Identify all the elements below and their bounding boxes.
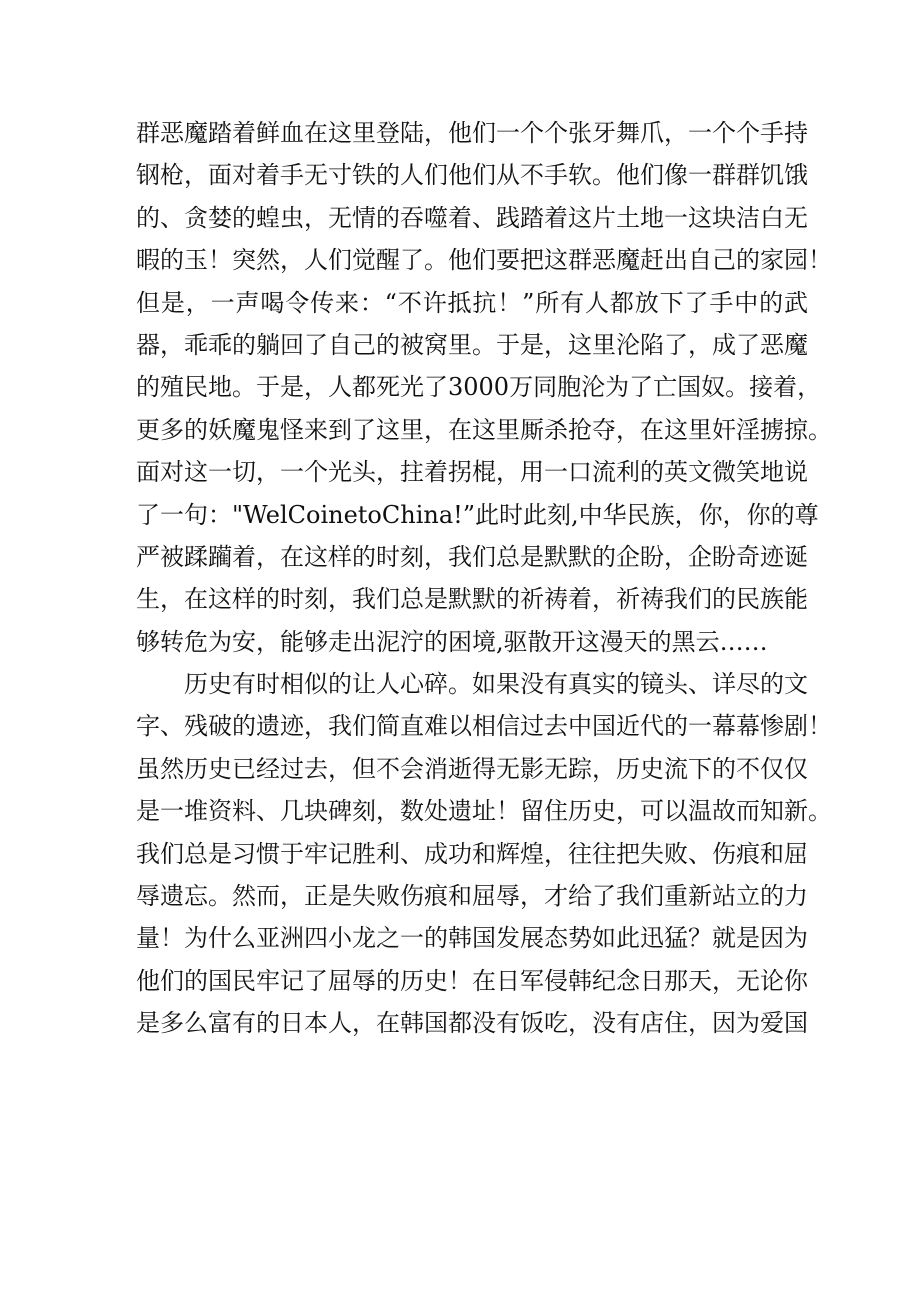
text-line: 更多的妖魔鬼怪来到了这里，在这里厮杀抢夺，在这里奸淫掳掠。 (136, 415, 832, 444)
text-line: 面对这一切，一个光头，拄着拐棍，用一口流利的英文微笑地说 (136, 458, 808, 487)
text-line: 虽然历史已经过去，但不会消逝得无影无踪，历史流下的不仅仅 (136, 754, 808, 783)
paragraph-end-line: 够转危为安，能够走出泥泞的困境,驱散开这漫天的黑云…… (136, 627, 768, 656)
text-line: 生，在这样的时刻，我们总是默默的祈祷着，祈祷我们的民族能 (136, 585, 808, 614)
text-line: 的殖民地。于是，人都死光了3000万同胞沦为了亡国奴。接着， (136, 373, 822, 402)
text-line: 暇的玉！突然，人们觉醒了。他们要把这群恶魔赶出自己的家园！ (136, 246, 832, 275)
text-line: 钢枪，面对着手无寸铁的人们他们从不手软。他们像一群群饥饿 (136, 161, 808, 190)
text-line: 的、贪婪的蝗虫，无情的吞噬着、践踏着这片土地一这块洁白无 (136, 203, 808, 232)
text-line: 辱遗忘。然而，正是失败伤痕和屈辱，才给了我们重新站立的力 (136, 882, 808, 911)
text-line: 是多么富有的日本人，在韩国都没有饭吃，没有店住，因为爱国 (136, 1009, 808, 1038)
text-line: 是一堆资料、几块碑刻，数处遗址！留住历史，可以温故而知新。 (136, 797, 832, 826)
text-line: 器，乖乖的躺回了自己的被窝里。于是，这里沦陷了，成了恶魔 (136, 330, 808, 359)
text-line: 了一句："WelCoinetoChina!”此时此刻,中华民族，你，你的尊 (136, 500, 819, 529)
text-line: 他们的国民牢记了屈辱的历史！在日军侵韩纪念日那天，无论你 (136, 966, 808, 995)
text-line: 我们总是习惯于牢记胜利、成功和辉煌，往往把失败、伤痕和屈 (136, 839, 808, 868)
text-line: 但是，一声喝令传来：“不许抵抗！”所有人都放下了手中的武 (136, 288, 808, 317)
paragraph-first-line: 历史有时相似的让人心碎。如果没有真实的镜头、详尽的文 (184, 670, 808, 699)
text-line: 量！为什么亚洲四小龙之一的韩国发展态势如此迅猛？就是因为 (136, 924, 808, 953)
body-text (136, 112, 832, 1045)
text-line: 严被蹂躏着，在这样的时刻，我们总是默默的企盼，企盼奇迹诞 (136, 542, 808, 571)
text-line: 字、残破的遗迹，我们简直难以相信过去中国近代的一幕幕惨剧！ (136, 712, 832, 741)
text-line: 群恶魔踏着鲜血在这里登陆，他们一个个张牙舞爪，一个个手持 (136, 119, 808, 147)
